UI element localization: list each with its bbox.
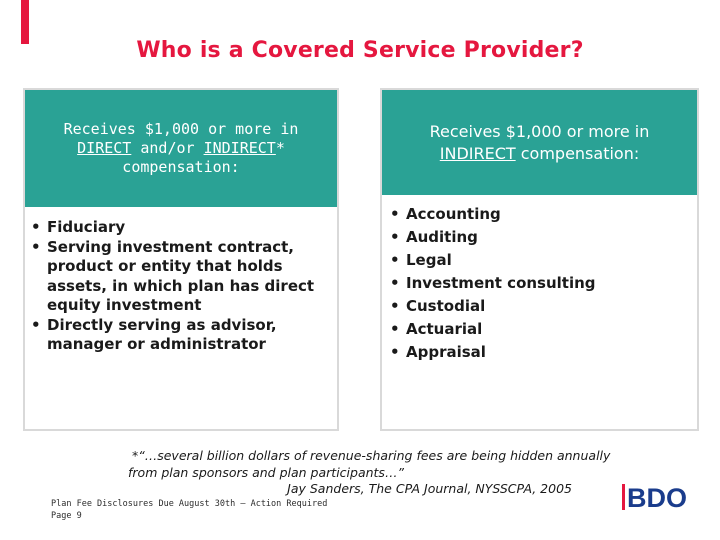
list-item: • Serving investment contract, product or entity that holds assets, in which plan has direct equity investment [31,238,327,316]
heading-text: Receives $1,000 or more in [429,121,650,141]
slide-footer [51,498,327,522]
footer-title: Plan Fee Disclosures Due August 30th – Action Required [51,499,328,509]
heading-text: * compensation: [122,139,285,176]
list-item: • Appraisal [390,341,687,364]
quote-attribution: Jay Sanders, The CPA Journal, NYSSCPA, 2005 [287,481,572,496]
heading-text: and/or [131,139,204,157]
slide-title: Who is a Covered Service Provider? [136,38,584,63]
page-number: Page 9 [51,511,82,521]
heading-text: compensation: [515,143,640,163]
list-item: • Directly serving as advisor, manager or administrator [31,316,327,355]
list-item: • Custodial [390,295,687,318]
heading-indirect: INDIRECT [203,139,276,157]
list-item: • Auditing [390,226,687,249]
heading-direct: DIRECT [77,139,132,157]
direct-compensation-panel [23,88,339,431]
indirect-compensation-panel [380,88,699,431]
bdo-logo [622,481,700,511]
direct-compensation-list [31,218,327,355]
list-item: • Legal [390,249,687,272]
list-item: • Fiduciary [31,218,327,238]
list-item: • Actuarial [390,318,687,341]
logo-red-bar [622,484,625,510]
logo-text: BDO [627,483,687,511]
indirect-compensation-list [390,203,687,364]
footnote-quote [118,448,638,498]
heading-indirect: INDIRECT [439,143,516,163]
indirect-compensation-heading [382,90,697,195]
list-item: • Accounting [390,203,687,226]
heading-text: Receives $1,000 or more in [63,120,299,138]
quote-line: *“…several billion dollars of revenue-sharing fees are being hidden annually [132,448,611,463]
quote-line: from plan sponsors and plan participants…” [128,464,404,480]
direct-compensation-heading [25,90,337,207]
list-item: • Investment consulting [390,272,687,295]
